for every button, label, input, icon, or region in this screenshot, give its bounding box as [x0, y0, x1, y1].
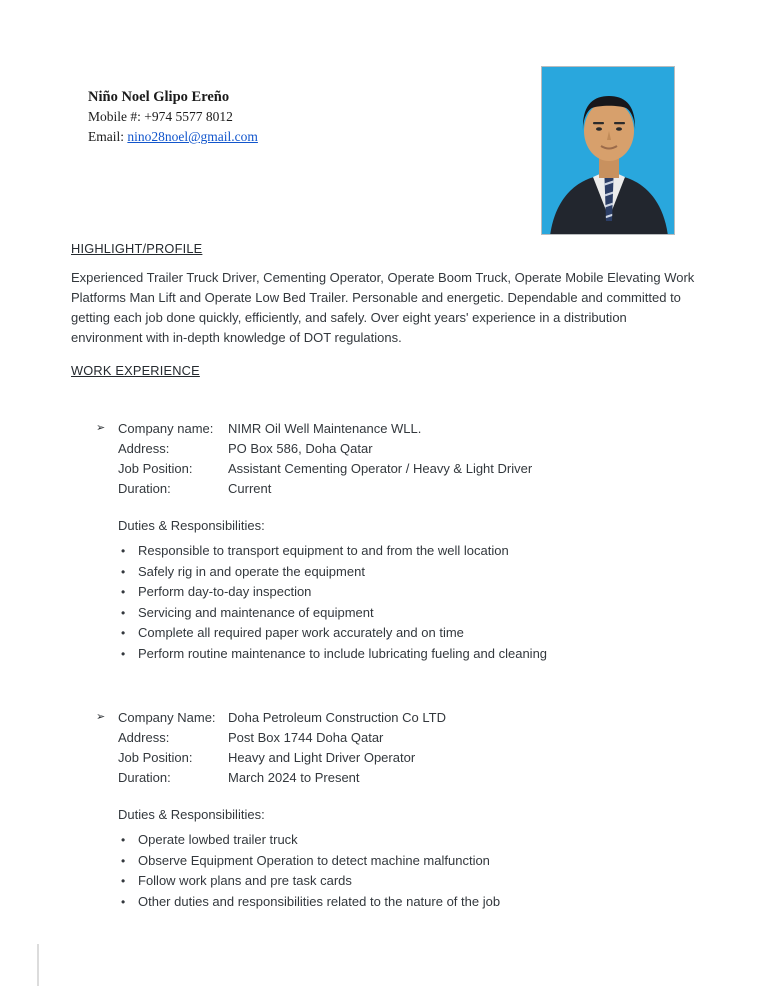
applicant-photo-graphic	[542, 67, 675, 235]
duty-item	[121, 830, 696, 851]
duration-row	[118, 768, 696, 788]
duties-heading: Duties & Responsibilities:	[118, 518, 265, 533]
duty-text: Servicing and maintenance of equipment	[138, 604, 374, 620]
work-entry-2	[71, 708, 696, 912]
applicant-photo	[541, 66, 675, 235]
bullet-icon: •	[121, 544, 126, 558]
duty-item	[121, 851, 696, 872]
duty-item	[121, 541, 696, 562]
duty-item	[121, 623, 696, 644]
bullet-icon: •	[121, 833, 126, 847]
work-entry-1	[71, 419, 696, 664]
bullet-icon: •	[121, 874, 126, 888]
bullet-icon: •	[121, 605, 126, 620]
email-label: Email:	[88, 129, 128, 144]
field-value: NIMR Oil Well Maintenance WLL.	[228, 421, 422, 436]
arrow-bullet-icon: ➢	[96, 422, 106, 434]
field-label: Duration:	[118, 481, 171, 496]
field-value: Current	[228, 481, 272, 496]
bullet-icon: •	[121, 894, 126, 909]
field-value: March 2024 to Present	[228, 770, 360, 785]
duty-item	[121, 892, 696, 913]
duty-text: Operate lowbed trailer truck	[138, 832, 298, 847]
duty-text: Safely rig in and operate the equipment	[138, 563, 365, 579]
duty-item	[121, 644, 696, 665]
duties-list	[118, 830, 696, 912]
bullet-icon: •	[121, 646, 126, 661]
mobile-line: Mobile #: +974 5577 8012	[88, 109, 233, 124]
scan-artifact-line	[37, 944, 39, 986]
job-position-row	[118, 748, 696, 768]
field-label: Duration:	[118, 770, 171, 785]
company-name-row	[118, 708, 696, 728]
bullet-icon: •	[121, 585, 126, 599]
field-value: PO Box 586, Doha Qatar	[228, 441, 373, 456]
duty-text: Other duties and responsibilities related to the nature of the job	[138, 893, 501, 909]
profile-heading: HIGHLIGHT/PROFILE	[71, 241, 203, 256]
field-label: Company name:	[118, 421, 214, 436]
arrow-bullet-icon: ➢	[96, 711, 106, 723]
email-link[interactable]: nino28noel@gmail.com	[127, 129, 258, 144]
field-value: Heavy and Light Driver Operator	[228, 750, 416, 765]
duty-text: Perform day-to-day inspection	[138, 584, 312, 599]
duty-item	[121, 562, 696, 583]
address-row	[118, 439, 696, 459]
company-name-row	[118, 419, 696, 439]
duty-text: Perform routine maintenance to include lubricating fueling and cleaning	[138, 645, 548, 661]
duty-text: Observe Equipment Operation to detect machine malfunction	[138, 852, 490, 868]
field-value: Post Box 1744 Doha Qatar	[228, 730, 384, 745]
field-value: Assistant Cementing Operator / Heavy & Light Driver	[228, 461, 533, 476]
duty-text: Follow work plans and pre task cards	[138, 873, 352, 888]
bullet-icon: •	[121, 564, 126, 579]
bullet-icon: •	[121, 626, 126, 640]
address-row	[118, 728, 696, 748]
duties-list	[118, 541, 696, 664]
duties-heading: Duties & Responsibilities:	[118, 807, 265, 822]
duty-text: Responsible to transport equipment to and from the well location	[138, 543, 509, 558]
field-value: Doha Petroleum Construction Co LTD	[228, 710, 446, 725]
duty-item	[121, 582, 696, 603]
duty-item	[121, 603, 696, 624]
profile-text: Experienced Trailer Truck Driver, Cementing Operator, Operate Boom Truck, Operate Mobile Elevating Work Platforms Man Lift and Operate Low Bed Trailer. Personable and energetic. Dependable and committed to getting each job done quickly, efficiently, and safely. Over eight years' experience in a distribution environment with in-depth knowledge of DOT regulations.	[71, 270, 695, 345]
field-label: Address:	[118, 730, 170, 745]
duty-text: Complete all required paper work accurately and on time	[138, 625, 464, 640]
duration-row	[118, 479, 696, 499]
field-label: Job Position:	[118, 750, 193, 765]
duty-item	[121, 871, 696, 892]
bullet-icon: •	[121, 853, 126, 868]
field-label: Company Name:	[118, 710, 216, 725]
applicant-name: Niño Noel Glipo Ereño	[88, 89, 230, 105]
field-label: Job Position:	[118, 461, 193, 476]
job-position-row	[118, 459, 696, 479]
field-label: Address:	[118, 441, 170, 456]
work-experience-heading: WORK EXPERIENCE	[71, 363, 200, 378]
